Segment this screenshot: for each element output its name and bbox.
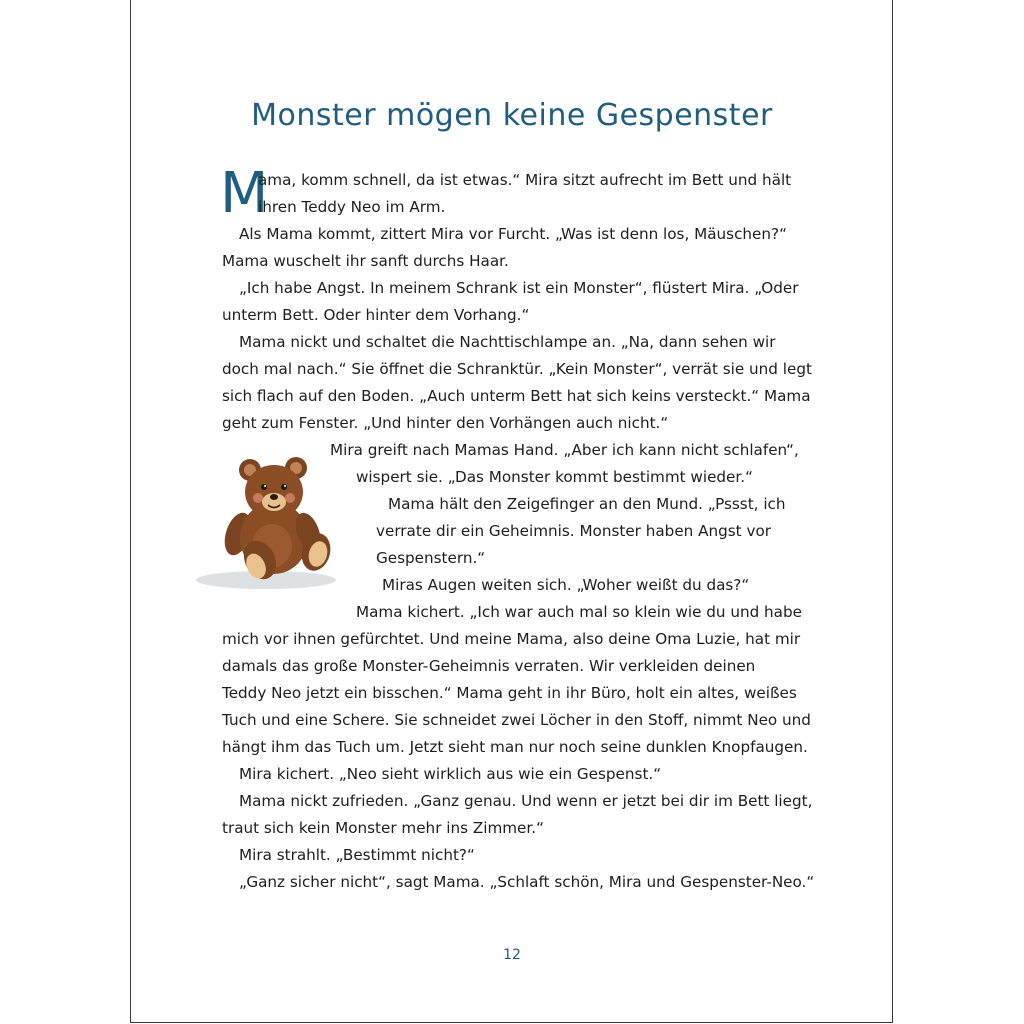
text-line: Mama wuschelt ihr sanft durchs Haar.	[222, 252, 509, 270]
text-line: Mama kichert. „Ich war auch mal so klein wie du und habe	[356, 603, 802, 621]
text-line: Mira kichert. „Neo sieht wirklich aus wie ein Gespenst.“	[239, 765, 662, 783]
text-line: Mama nickt und schaltet die Nachttischlampe an. „Na, dann sehen wir	[239, 333, 776, 351]
text-line: Teddy Neo jetzt ein bisschen.“ Mama geht in ihr Büro, holt ein altes, weißes	[222, 684, 797, 702]
text-line: geht zum Fenster. „Und hinter den Vorhängen auch nicht.“	[222, 414, 669, 432]
page-number: 12	[503, 947, 521, 963]
text-line: traut sich kein Monster mehr ins Zimmer.“	[222, 819, 544, 837]
text-line: ama, komm schnell, da ist etwas.“ Mira sitzt aufrecht im Bett und hält	[258, 171, 792, 189]
text-line: Miras Augen weiten sich. „Woher weißt du das?“	[382, 576, 750, 594]
text-line: Mira greift nach Mamas Hand. „Aber ich kann nicht schlafen“,	[330, 441, 799, 459]
text-line: Gespenstern.“	[376, 549, 486, 567]
text-line: „Ganz sicher nicht“, sagt Mama. „Schlaft schön, Mira und Gespenster-Neo.“	[239, 873, 815, 891]
text-line: hängt ihm das Tuch um. Jetzt sieht man nur noch seine dunklen Knopfaugen.	[222, 738, 808, 756]
text-line: sich flach auf den Boden. „Auch unterm Bett hat sich keins versteckt.“ Mama	[222, 387, 811, 405]
text-line: damals das große Monster-Geheimnis verraten. Wir verkleiden deinen	[222, 657, 756, 675]
text-line: verrate dir ein Geheimnis. Monster haben Angst vor	[376, 522, 771, 540]
text-line: „Ich habe Angst. In meinem Schrank ist ein Monster“, flüstert Mira. „Oder	[239, 279, 799, 297]
text-line: Mira strahlt. „Bestimmt nicht?“	[239, 846, 475, 864]
text-line: Tuch und eine Schere. Sie schneidet zwei Löcher in den Stoff, nimmt Neo und	[222, 711, 811, 729]
text-line: Mama hält den Zeigefinger an den Mund. „Pssst, ich	[388, 495, 786, 513]
teddy-bear-icon	[192, 456, 342, 596]
text-line: Mama nickt zufrieden. „Ganz genau. Und wenn er jetzt bei dir im Bett liegt,	[239, 792, 813, 810]
drop-cap: M	[220, 161, 269, 226]
text-line: ihren Teddy Neo im Arm.	[258, 198, 446, 216]
page-title: Monster mögen keine Gespenster	[251, 98, 773, 133]
text-line: wispert sie. „Das Monster kommt bestimmt wieder.“	[356, 468, 753, 486]
text-line: Als Mama kommt, zittert Mira vor Furcht. „Was ist denn los, Mäuschen?“	[239, 225, 787, 243]
text-line: mich vor ihnen gefürchtet. Und meine Mama, also deine Oma Luzie, hat mir	[222, 630, 801, 648]
text-line: unterm Bett. Oder hinter dem Vorhang.“	[222, 306, 530, 324]
text-line: doch mal nach.“ Sie öffnet die Schranktür. „Kein Monster“, verrät sie und legt	[222, 360, 812, 378]
